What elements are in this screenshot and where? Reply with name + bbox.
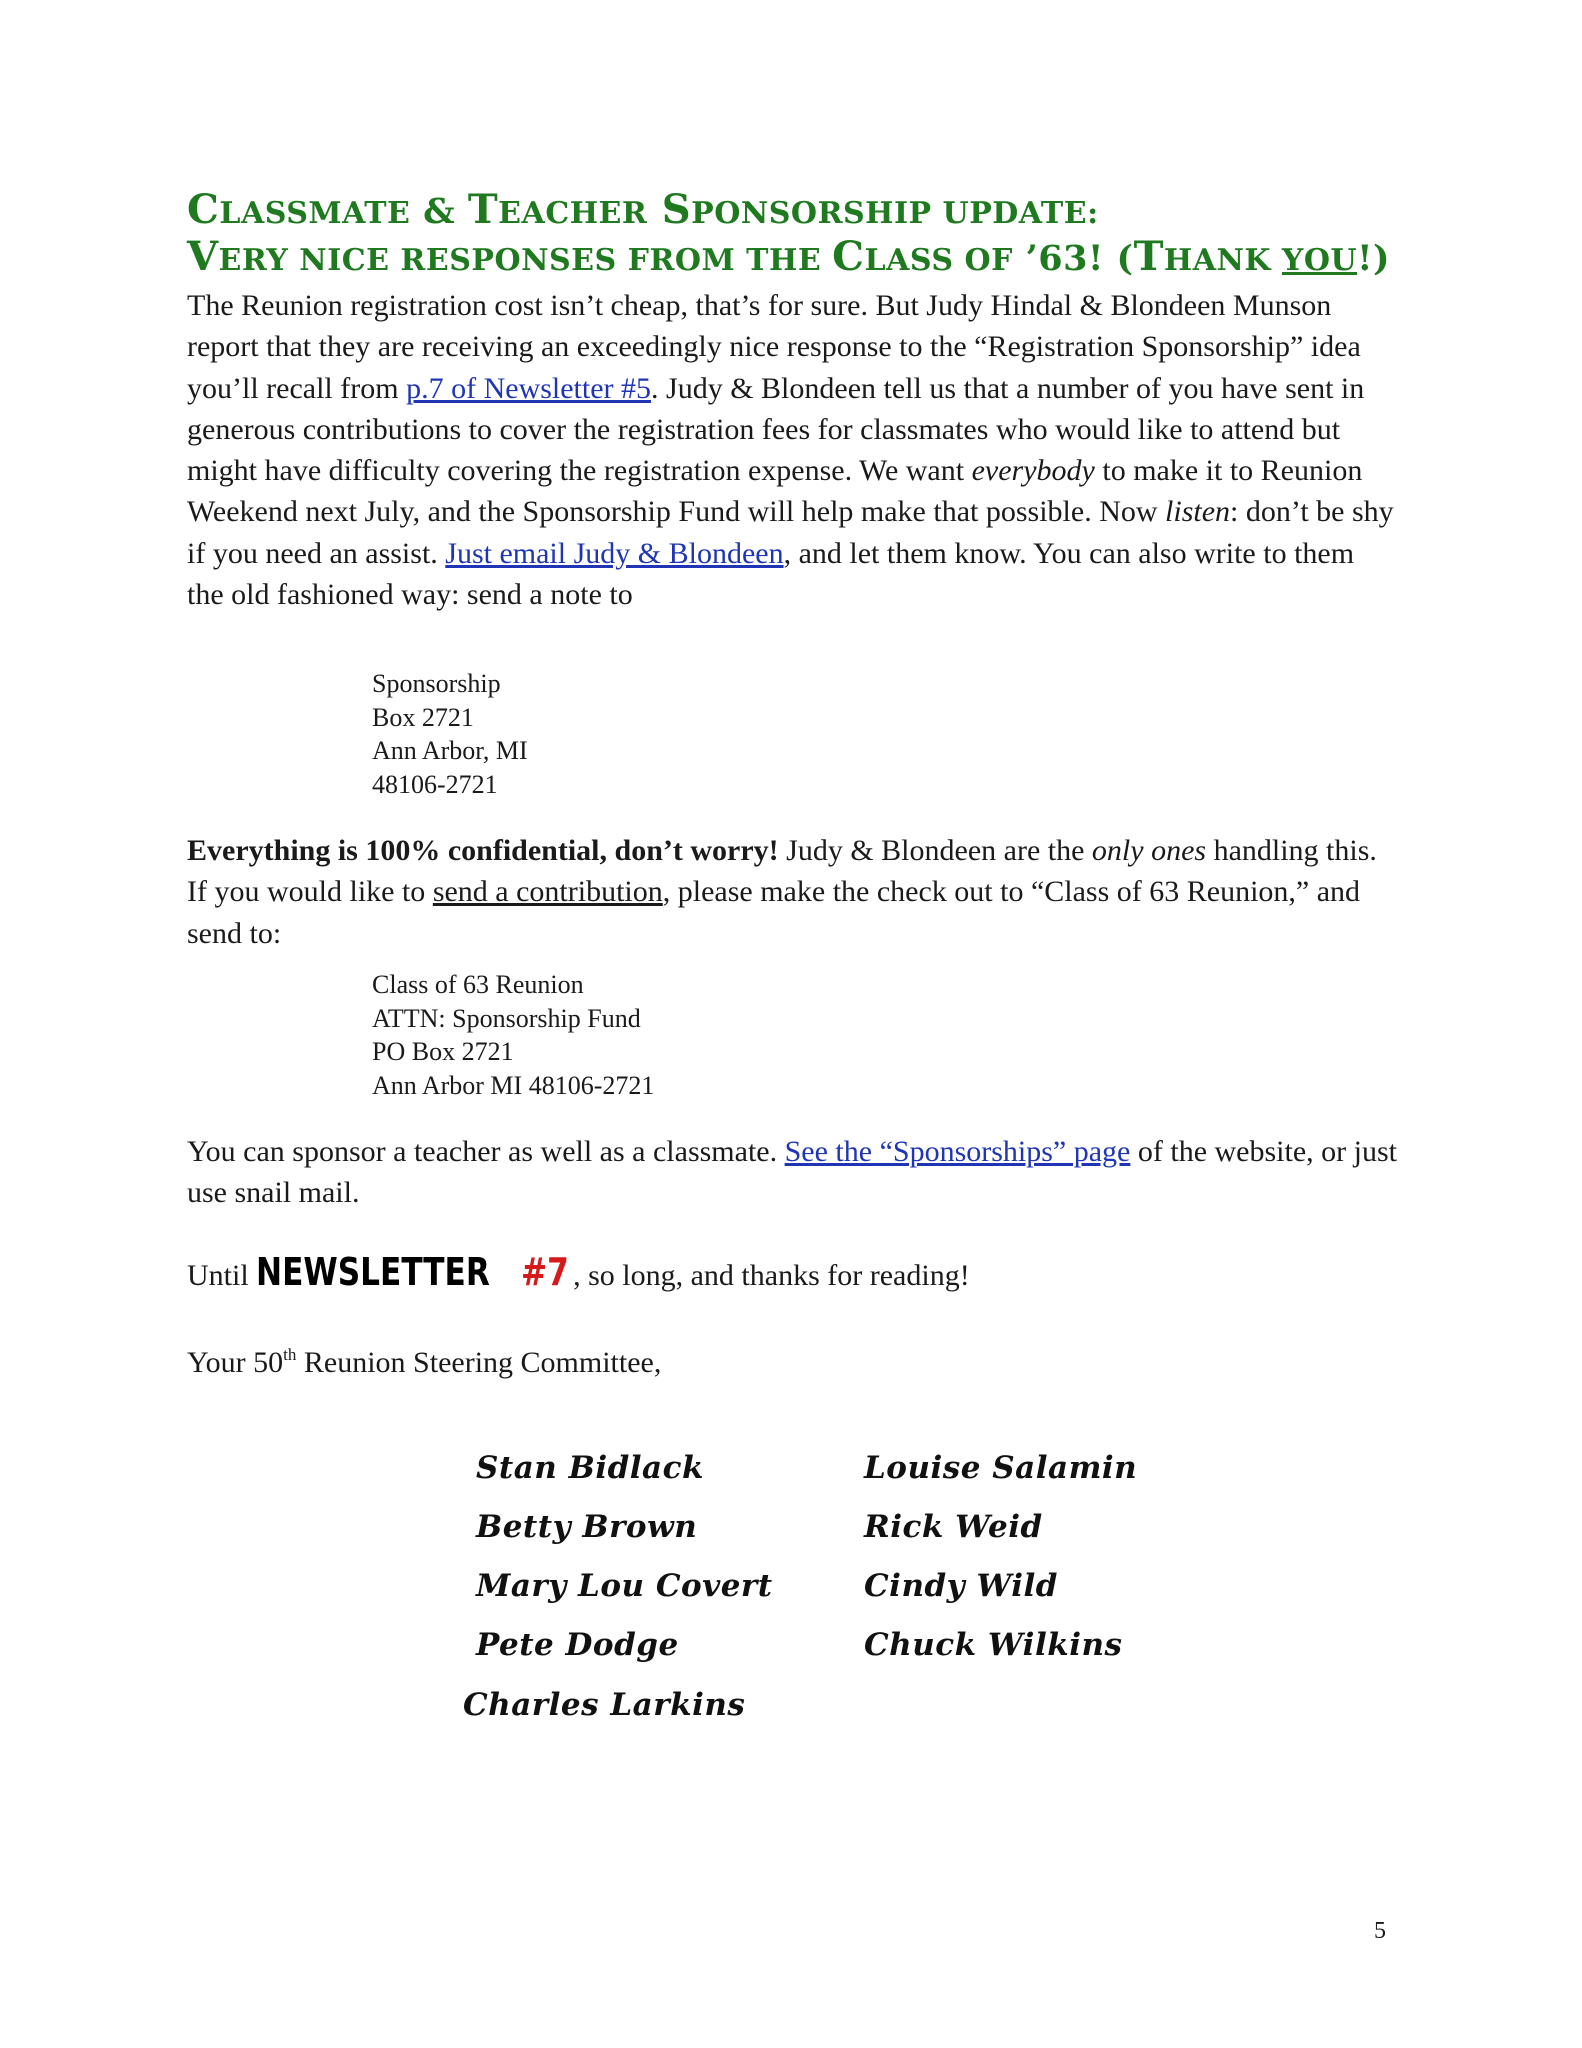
address-line: PO Box 2721 [372, 1037, 514, 1066]
signature-name: Betty Brown [476, 1509, 698, 1545]
signature-name: Mary Lou Covert [476, 1568, 773, 1604]
signature-name: Cindy Wild [864, 1568, 1058, 1604]
sponsorships-page-link[interactable]: See the “Sponsorships” page [784, 1135, 1131, 1168]
section-heading-line2: VERY NICE RESPONSES FROM THE CLASS OF ’63! (THANK YOU!) [187, 233, 1391, 280]
closing-line: Until NEWSLETTER #7 , so long, and thanks for reading! [187, 1250, 970, 1294]
signature-name: Stan Bidlack [476, 1450, 704, 1486]
address-line: 48106-2721 [372, 769, 498, 799]
send-contribution-text: send a contribution [432, 875, 663, 909]
signature-name: Chuck Wilkins [864, 1627, 1123, 1663]
address-line: ATTN: Sponsorship Fund [372, 1003, 641, 1033]
committee-salutation: Your 50th Reunion Steering Committee, [187, 1345, 662, 1379]
address-line: Box 2721 [372, 702, 474, 732]
address-line: Class of 63 Reunion [372, 970, 584, 999]
intro-paragraph: The Reunion registration cost isn’t cheap, that’s for sure. But Judy Hindal & Blondeen Munson report that they are receiving an exceedingly nice response to the “Registration Sponsorship” idea you’ll recall from p.7 of Newsletter #5. Judy & Blondeen tell us that a number of you have sent in generous contributions to cover the registration fees for classmates who would like to attend but might have difficulty covering the registration expense. We want everybody to make it to Reunion Weekend next July, and the Sponsorship Fund will help make that possible. Now listen: don’t be shy if you need an assist. Just email Judy & Blondeen, and let them know. You can also write to them the old fashioned way: send a note to [187, 289, 1394, 612]
signature-name: Charles Larkins [463, 1687, 746, 1723]
address-line: Ann Arbor, MI [372, 736, 528, 765]
address-line: Ann Arbor MI 48106-2721 [372, 1070, 655, 1100]
teacher-sponsor-paragraph: You can sponsor a teacher as well as a classmate. See the “Sponsorships” page of the website, or just use snail mail. [187, 1135, 1397, 1210]
newsletter-wordmark: NEWSLETTER [256, 1250, 490, 1294]
email-judy-blondeen-link[interactable]: Just email Judy & Blondeen [445, 536, 784, 570]
section-heading-line1: CLASSMATE & TEACHER SPONSORSHIP UPDATE: [187, 186, 1099, 233]
newsletter-5-link[interactable]: p.7 of Newsletter #5 [406, 371, 652, 405]
newsletter-number: #7 [520, 1250, 569, 1294]
contribution-mailing-address [372, 968, 654, 1102]
address-line: Sponsorship [372, 669, 501, 698]
signature-name: Pete Dodge [476, 1627, 679, 1663]
signature-name: Rick Weid [864, 1509, 1043, 1545]
confidential-paragraph: Everything is 100% confidential, don’t worry! Judy & Blondeen are the only ones handling this. If you would like to send a contribution, please make the check out to “Class of 63 Reunion,” and send to: [187, 834, 1377, 950]
sponsorship-mailing-address [372, 667, 528, 801]
signature-name: Louise Salamin [864, 1450, 1138, 1486]
page-number: 5 [1374, 1918, 1386, 1944]
